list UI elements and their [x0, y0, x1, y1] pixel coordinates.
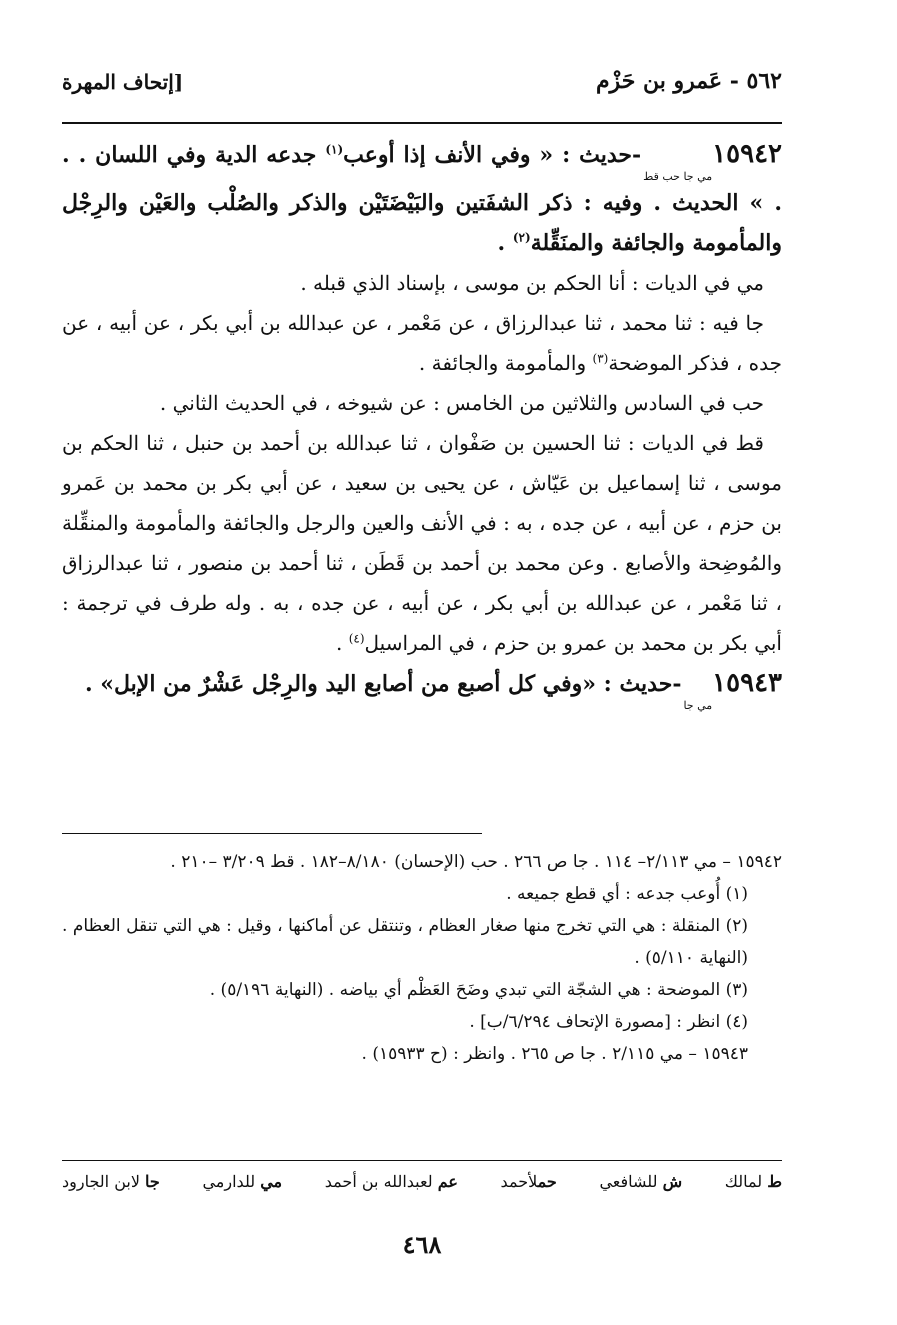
main-text: [62, 134, 782, 712]
paragraph-text: والمأمومة والجائفة .: [418, 351, 587, 375]
hadith-text: -حديث : «وفي كل أصبع من أصابع اليد والرِجْل عَشْرٌ من الإبل» .: [84, 671, 682, 697]
footnote-rule: [62, 833, 482, 834]
paragraph-text: .: [335, 631, 343, 655]
footnote: ١٥٩٤٢ – مي ٢/١١٣– ١١٤ . جا ص ٢٦٦ . حب (الإحسان) ٨/١٨٠–١٨٢ . قط ٣/٢٠٩ –٢١٠ .: [170, 852, 782, 872]
footnote: (٤) انظر : [مصورة الإتحاف ٦/٢٩٤/ب] .: [469, 1012, 748, 1032]
legend-item: حملأحمد: [500, 1172, 557, 1191]
footnote: ١٥٩٤٣ – مي ٢/١١٥ . جا ص ٢٦٥ . وانظر : (ح ١٥٩٣٣) .: [361, 1044, 748, 1064]
hadith-text: جدعه الدية وفي اللسان . . . »: [62, 142, 782, 216]
footnote: (١) أُوعب جدعه : أي قطع جميعه .: [506, 884, 748, 904]
legend-item: ط لمالك: [724, 1172, 782, 1191]
page-header: [62, 68, 782, 104]
footnote: (٣) الموضحة : هي الشجّة التي تبدي وضَحَ العَظْم أي بياضه . (النهاية ٥/١٩٦) .: [209, 980, 748, 1000]
paragraph-text: قط في الديات : ثنا الحسين بن صَفْوان ، ثنا عبدالله بن أحمد بن حنبل ، ثنا الحكم بن موسى ، ثنا إسماعيل بن عَيّاش ، عن يحيى بن سعيد ، عن أبي بكر بن محمد بن عَمرو بن حزم ، عن أبيه ، عن جده ، به : في الأنف والعين والرجل والجائفة والمأمومة والمنقِّلة والمُوضِحة والأصابع . وعن محمد بن أحمد بن قَطَن ، ثنا أحمد بن منصور ، ثنا عبدالرزاق ، ثنا مَعْمر ، عن عبدالله بن أبي بكر ، عن أبيه ، عن جده ، به . وله طرف في ترجمة : أبي بكر بن محمد بن عمرو بن حزم ، في المراسيل: [62, 431, 782, 655]
footnote-ref: (١): [325, 142, 344, 157]
footnote-ref: (٤): [348, 631, 365, 646]
footnote-ref: (٢): [512, 230, 531, 245]
paragraph: [62, 423, 782, 663]
source-codes: مي جا حب قط: [643, 170, 713, 183]
footnote: (٢) المنقلة : هي التي تخرج منها صغار العظام ، وتنتقل عن أماكنها ، وقيل : هي التي تنقل العظام . (النهاية ٥/١١٠) .: [62, 916, 748, 968]
book-title: [إتحاف المهرة: [62, 70, 184, 94]
chapter-title: ٥٦٢ - عَمرو بن حَزْم: [595, 68, 782, 94]
hadith-text: .: [497, 230, 506, 256]
hadith-text: والمأمومة والجائفة والمنَقِّلة: [530, 230, 782, 256]
hadith-15943: [62, 663, 782, 712]
paragraph: مي في الديات : أنا الحكم بن موسى ، بإسناد الذي قبله .: [300, 271, 764, 295]
hadith-number: ١٥٩٤٢: [712, 139, 782, 169]
legend-item: جا لابن الجارود: [62, 1172, 160, 1191]
hadith-text: الحديث . وفيه : ذكر الشفَتين والبَيْضَتَيْن والذكر والصُلْب والعَيْن والرِجْل: [62, 190, 739, 216]
paragraph: [62, 303, 782, 383]
page: [62, 0, 782, 1325]
legend-item: مي للدارمي: [202, 1172, 283, 1191]
footnotes: [62, 846, 782, 1070]
source-codes: مي جا: [683, 699, 713, 712]
footnote-ref: (٣): [592, 351, 609, 366]
abbreviation-legend: [62, 1172, 782, 1191]
paragraph-text: جا فيه : ثنا محمد ، ثنا عبدالرزاق ، عن مَعْمر ، عن عبدالله بن أبي بكر ، عن أبيه ، عن جده ، فذكر الموضحة: [62, 311, 782, 375]
legend-rule: [62, 1160, 782, 1161]
paragraph: حب في السادس والثلاثين من الخامس : عن شيوخه ، في الحديث الثاني .: [159, 391, 764, 415]
legend-item: عم لعبدالله بن أحمد: [324, 1172, 458, 1191]
hadith-number: ١٥٩٤٣: [712, 668, 782, 698]
hadith-text: وفي الأنف إذا أوعب: [343, 142, 531, 168]
hadith-label: -حديث : «: [539, 142, 642, 168]
legend-item: ش للشافعي: [599, 1172, 683, 1191]
hadith-15942: [62, 134, 782, 263]
page-number: ٤٦٨: [402, 1230, 442, 1259]
header-rule: [62, 122, 782, 124]
